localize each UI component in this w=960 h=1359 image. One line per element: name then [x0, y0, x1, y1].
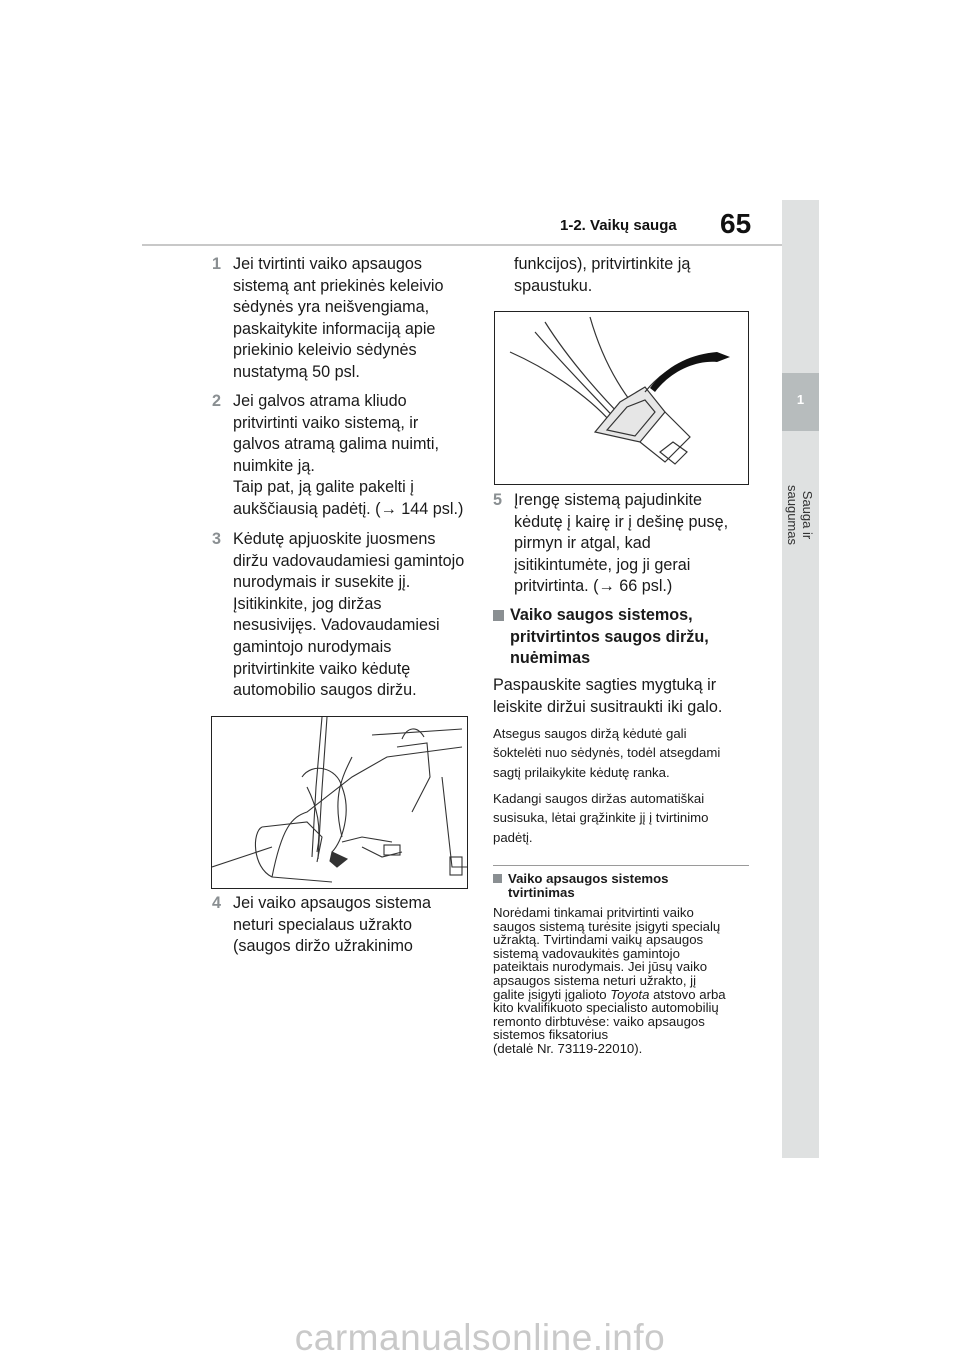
- step-number: 5: [493, 491, 503, 509]
- step-4: [212, 893, 474, 958]
- step-text: funkcijos), pritvirtinkite ją spaustuku.: [514, 255, 691, 295]
- step-number: 4: [212, 894, 222, 912]
- removal-note-1: Atsegus saugos diržą kėdutė gali šoktelėti nuo sėdynės, todėl atsegdami sagtį prilaikykite kėdutę ranka.: [493, 726, 721, 780]
- chapter-label: Sauga ir saugumas: [785, 485, 815, 545]
- step-5: [493, 490, 758, 598]
- site-watermark: carmanualsonline.info: [294, 1317, 666, 1358]
- step-number: 1: [212, 255, 222, 273]
- step-text: Kėdutę apjuoskite juosmens diržu vadovaudamiesi gamintojo nurodymais ir susekite jį. Įsitikinkite, jog diržas nesusivijęs. Vadovaudamiesi gamintojo nurodymais pritvirtinkite vaiko kėdutę automobilio saugos diržu.: [233, 530, 465, 700]
- brand-name: Toyota: [610, 986, 650, 1002]
- info-heading: Vaiko apsaugos sistemos tvirtinimas: [508, 871, 669, 900]
- locking-clip-drawing: [495, 312, 748, 484]
- step-1: [212, 254, 474, 384]
- info-section: [493, 872, 758, 1056]
- step-text: Jei tvirtinti vaiko apsaugos sistemą ant priekinės keleivio sėdynės yra neišvengiama, paskaitykite informaciją apie priekinio keleivio sėdynės nustatymą 50 psl.: [233, 255, 444, 381]
- child-seat-drawing: [212, 717, 467, 888]
- chapter-side-tab: [782, 200, 819, 1158]
- removal-body: Paspauskite sagties mygtuką ir leiskite diržui susitraukti iki galo.: [493, 676, 723, 716]
- child-seat-illustration: [211, 716, 468, 889]
- step-text: Jei vaiko apsaugos sistema neturi specialaus užrakto (saugos diržo užrakinimo: [233, 894, 431, 956]
- square-bullet-icon: [493, 874, 502, 883]
- info-text-before: Norėdami tinkamai pritvirtinti vaiko saugos sistemą turėsite įsigyti specialų užraktą. Tvirtindami vaikų apsaugos sistemą vadovaukitės gamintojo pateiktais nurodymais. Jei jūsų vaiko apsaugos sistema neturi užrakto, jį galite įsigyti įgalioto: [493, 905, 721, 1002]
- step-number: 2: [212, 392, 222, 410]
- step-3: [212, 529, 474, 702]
- page-number: 65: [720, 208, 752, 239]
- chapter-number: 1: [796, 392, 805, 407]
- info-text: [493, 906, 758, 1056]
- info-divider: [493, 865, 749, 866]
- info-text-after: atstovo arba kito kvalifikuoto specialisto automobilių remonto dirbtuvėse: vaiko apsaugos sistemos fiksatorius (detalė Nr. 73119-22010).: [493, 986, 726, 1056]
- step-4-continued: [493, 254, 758, 297]
- square-bullet-icon: [493, 610, 504, 621]
- step-text: Jei galvos atrama kliudo pritvirtinti vaiko sistemą, ir galvos atramą galima nuimti, nuimkite ją. Taip pat, ją galite pakelti į aukščiausią padėtį. (→ 144 psl.): [233, 392, 464, 518]
- step-text: Įrengę sistemą pajudinkite kėdutę į kairę ir į dešinę pusę, pirmyn ir atgal, kad įsitikintumėte, jog ji gerai pritvirtinta. (→ 66 psl.): [514, 491, 729, 596]
- removal-heading: Vaiko saugos sistemos, pritvirtintos saugos diržu, nuėmimas: [510, 606, 709, 668]
- removal-section: [493, 605, 758, 670]
- section-title: 1-2. Vaikų sauga: [560, 217, 677, 234]
- locking-clip-illustration: [494, 311, 749, 485]
- step-2: [212, 391, 474, 521]
- header-divider: [142, 244, 782, 246]
- removal-note-2: Kadangi saugos diržas automatiškai susisuka, lėtai grąžinkite jį į tvirtinimo padėtį.: [493, 791, 709, 845]
- step-number: 3: [212, 530, 222, 548]
